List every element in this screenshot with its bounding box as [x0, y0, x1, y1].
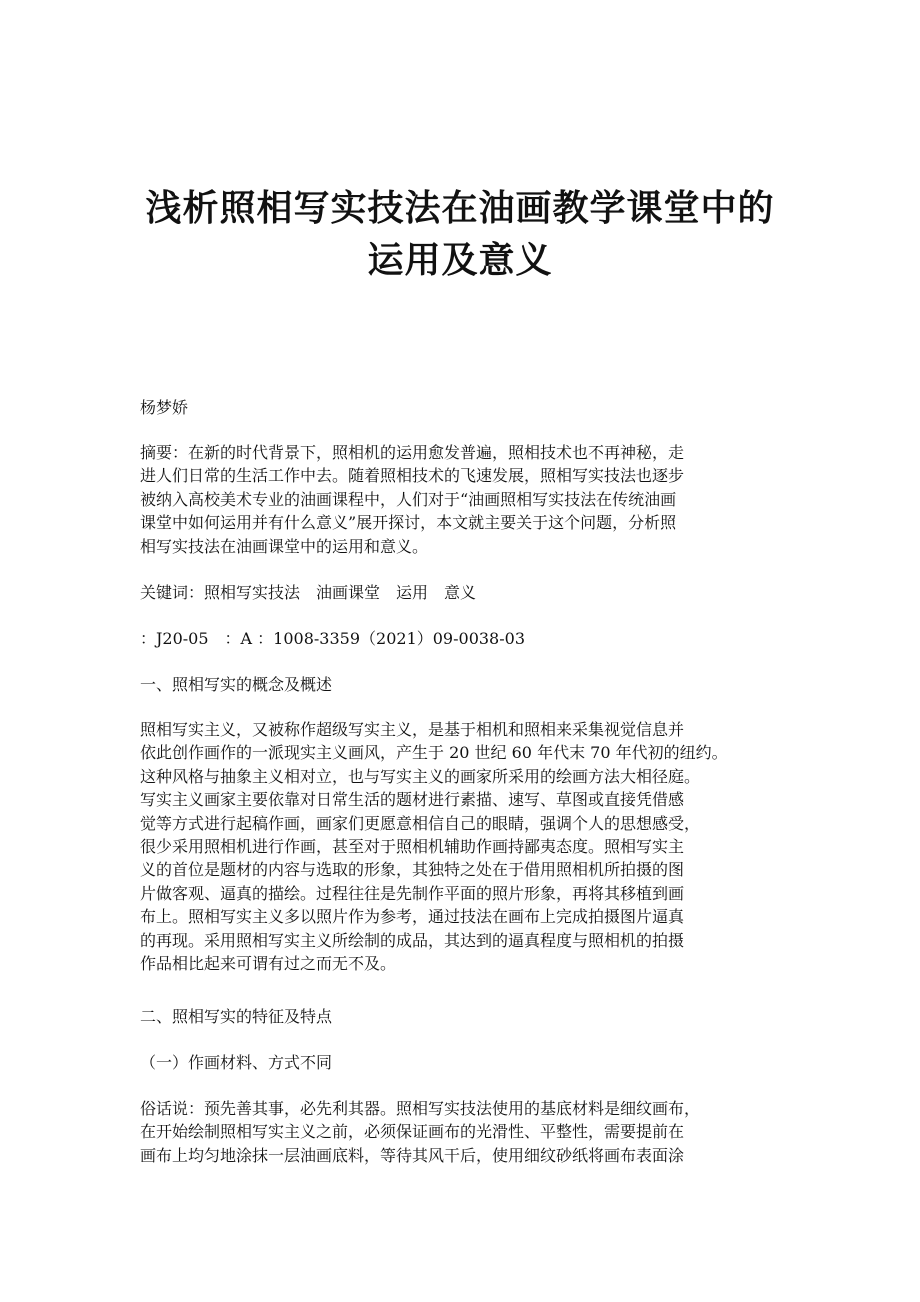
paragraph-line: 照相写实主义，又被称作超级写实主义，是基于相机和照相来采集视觉信息并 — [140, 720, 685, 739]
section-1-paragraph — [140, 718, 780, 975]
paragraph-line: 这种风格与抽象主义相对立，也与写实主义的画家所采用的绘画方法大相径庭。 — [140, 766, 701, 786]
paragraph-line: 俗话说：预先善其事，必先利其器。照相写实技法使用的基底材料是细纹画布， — [140, 1099, 701, 1118]
paragraph-line: 的再现。采用照相写实主义所绘制的成品，其达到的逼真程度与照相机的拍摄 — [140, 930, 685, 950]
paragraph-line: 很少采用照相机进行作画，甚至对于照相机辅助作画持鄙夷态度。照相写实主 — [140, 836, 685, 856]
paragraph-line: 写实主义画家主要依靠对日常生活的题材进行素描、速写、草图或直接凭借感 — [140, 790, 685, 810]
paper-title — [60, 182, 860, 286]
title-line-1: 浅析照相写实技法在油画教学课堂中的 — [145, 187, 775, 229]
abstract-line: 进人们日常的生活工作中去。随着照相技术的飞速发展，照相写实技法也逐步 — [140, 466, 685, 486]
abstract — [140, 441, 780, 558]
title-line-2: 运用及意义 — [367, 239, 553, 281]
paragraph-line: 片做客观、逼真的描绘。过程往往是先制作平面的照片形象，再将其移植到画 — [140, 883, 685, 903]
section-2-heading: 二、照相写实的特征及特点 — [140, 1007, 333, 1026]
abstract-line: 课堂中如何运用并有什么意义”展开探讨，本文就主要关于这个问题，分析照 — [140, 513, 677, 533]
classification-codes: ：J20-05 ：A ：1008-3359（2021）09-0038-03 — [140, 629, 525, 648]
author-name: 杨梦娇 — [140, 398, 189, 417]
section-2-subheading: （一）作画材料、方式不同 — [140, 1053, 333, 1072]
keywords: 关键词：照相写实技法 油画课堂 运用 意义 — [140, 583, 477, 602]
abstract-line: 被纳入高校美术专业的油画课程中，人们对于“油画照相写实技法在传统油画 — [140, 489, 677, 509]
section-1-heading: 一、照相写实的概念及概述 — [140, 675, 333, 694]
paragraph-line: 依此创作画作的一派现实主义画风，产生于 20 世纪 60 年代末 70 年代初的纽约。 — [140, 743, 728, 763]
abstract-line: 相写实技法在油画课堂中的运用和意义。 — [140, 536, 429, 556]
section-2-paragraph — [140, 1097, 780, 1167]
abstract-line: 摘要：在新的时代背景下，照相机的运用愈发普遍，照相技术也不再神秘，走 — [140, 443, 685, 462]
paragraph-line: 画布上均匀地涂抹一层油画底料，等待其风干后，使用细纹砂纸将画布表面涂 — [140, 1145, 685, 1165]
paragraph-line: 作品相比起来可谓有过之而无不及。 — [140, 953, 397, 973]
paragraph-line: 觉等方式进行起稿作画，画家们更愿意相信自己的眼睛，强调个人的思想感受， — [140, 813, 701, 833]
paragraph-line: 义的首位是题材的内容与选取的形象，其独特之处在于借用照相机所拍摄的图 — [140, 860, 685, 880]
paragraph-line: 在开始绘制照相写实主义之前，必须保证画布的光滑性、平整性，需要提前在 — [140, 1122, 685, 1142]
paragraph-line: 布上。照相写实主义多以照片作为参考，通过技法在画布上完成拍摄图片逼真 — [140, 907, 685, 927]
